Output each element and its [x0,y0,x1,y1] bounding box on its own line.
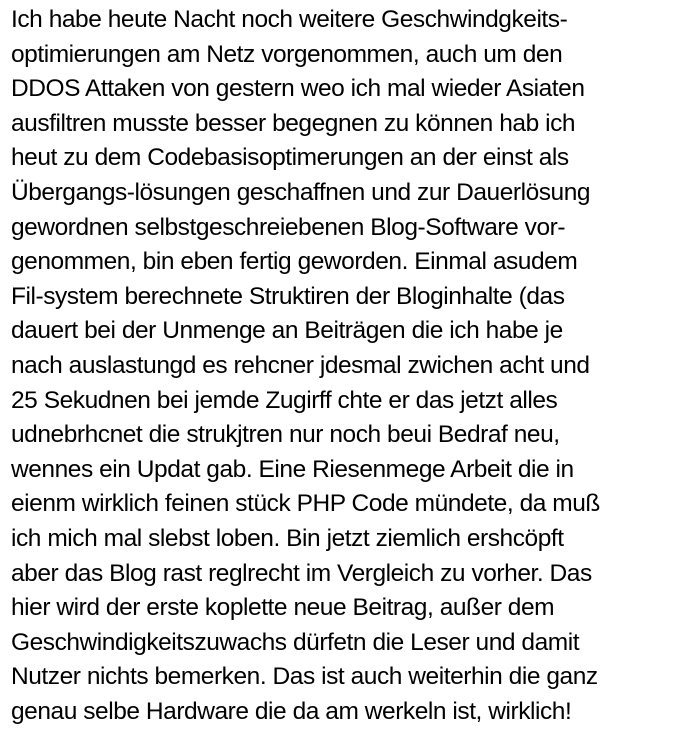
text-line-14: wennes ein Updat gab. Eine Riesenmege Arbeit die in [11,455,574,483]
text-line-15: eienm wirklich feinen stück PHP Code mündete, da muß [11,490,600,518]
text-line-11: nach auslastungd es rehcner jdesmal zwichen acht und [11,351,590,379]
text-line-2: optimierungen am Netz vorgenommen, auch um den [11,40,563,68]
text-line-21: genau selbe Hardware die da am werkeln ist, wirklich! [11,697,572,725]
text-line-1: Ich habe heute Nacht noch weitere Geschwindgkeits- [11,6,568,33]
text-line-17: aber das Blog rast reglrecht im Vergleich zu vorher. Das [11,559,592,587]
text-line-5: heut zu dem Codebasisoptimerungen an der einst als [11,144,569,172]
text-line-3: DDOS Attaken von gestern weo ich mal wieder Asiaten [11,75,585,103]
text-line-16: ich mich mal slebst loben. Bin jetzt ziemlich ershcöpft [11,524,564,552]
text-line-9: Fil-system berechnete Struktiren der Bloginhalte (das [11,282,565,310]
text-line-10: dauert bei der Unmenge an Beiträgen die ich habe je [11,317,563,345]
text-line-7: gewordnen selbstgeschreiebenen Blog-Software vor- [11,213,566,241]
text-line-12: 25 Sekudnen bei jemde Zugirff chte er das jetzt alles [11,386,558,414]
text-line-13: udnebrhcnet die strukjtren nur noch beui Bedraf neu, [11,421,560,449]
text-line-18: hier wird der erste koplette neue Beitrag, außer dem [11,594,555,622]
text-line-19: Geschwindigkeitszuwachs dürfetn die Leser und damit [11,628,580,656]
text-line-4: ausfiltren musste besser begegnen zu können hab ich [11,109,576,137]
paragraph [11,3,681,729]
text-line-8: genommen, bin eben fertig geworden. Einmal asudem [11,248,578,276]
text-line-6: Übergangs-lösungen geschaffnen und zur Dauerlösung [11,178,591,206]
text-line-20: Nutzer nichts bemerken. Das ist auch weiterhin die ganz [11,663,598,691]
